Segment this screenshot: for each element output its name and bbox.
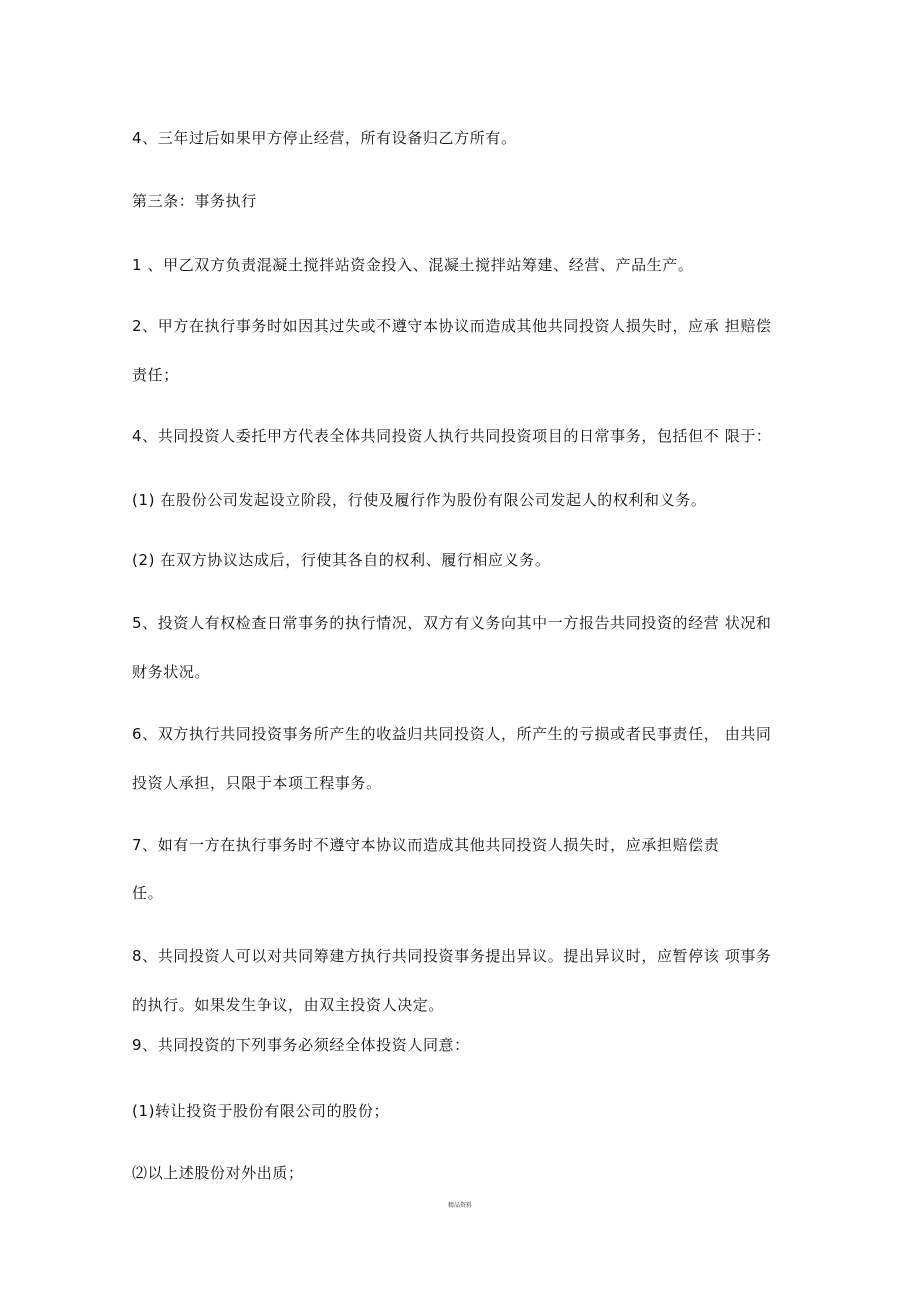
sub-item-2-agreement: (2) 在双方协议达成后，行使其各自的权利、履行相应义务。: [132, 551, 551, 569]
paragraph-2-line-2: 责任；: [132, 366, 179, 384]
sub-item-2-pledge: ⑵以上述股份对外出质；: [132, 1164, 304, 1182]
section-heading-article-3: 第三条：事务执行: [132, 192, 257, 210]
paragraph-4-equipment: 4、三年过后如果甲方停止经营，所有设备归乙方所有。: [132, 129, 517, 147]
paragraph-2-line-1: 2、甲方在执行事务时如因其过失或不遵守本协议而造成其他共同投资人损失时，应承 担赔偿: [132, 317, 772, 335]
page-footer: 精品资料: [448, 1202, 473, 1209]
paragraph-7-line-2: 任。: [132, 884, 164, 902]
paragraph-5-line-1: 5、投资人有权检查日常事务的执行情况，双方有义务向其中一方报告共同投资的经营 状况和: [132, 614, 772, 632]
paragraph-1-responsibility: 1 、甲乙双方负责混凝土搅拌站资金投入、混凝土搅拌站筹建、经营、产品生产。: [132, 256, 694, 274]
sub-item-1-transfer: (1)转让投资于股份有限公司的股份；: [132, 1102, 390, 1120]
paragraph-4-line-1: 4、共同投资人委托甲方代表全体共同投资人执行共同投资项目的日常事务，包括但不 限于：: [132, 427, 772, 445]
paragraph-6-line-1: 6、双方执行共同投资事务所产生的收益归共同投资人，所产生的亏损或者民事责任， 由共同: [132, 725, 772, 743]
paragraph-8-line-1: 8、共同投资人可以对共同筹建方执行共同投资事务提出异议。提出异议时，应暂停该 项事务: [132, 947, 772, 965]
sub-item-1-founding: (1) 在股份公司发起设立阶段，行使及履行作为股份有限公司发起人的权利和义务。: [132, 491, 707, 509]
paragraph-7-line-1: 7、如有一方在执行事务时不遵守本协议而造成其他共同投资人损失时，应承担赔偿责: [132, 836, 720, 854]
paragraph-8-line-2: 的执行。如果发生争议，由双主投资人决定。: [132, 996, 445, 1014]
paragraph-5-line-2: 财务状况。: [132, 663, 211, 681]
paragraph-9-intro: 9、共同投资的下列事务必须经全体投资人同意：: [132, 1036, 470, 1054]
paragraph-6-line-2: 投资人承担，只限于本项工程事务。: [132, 774, 382, 792]
